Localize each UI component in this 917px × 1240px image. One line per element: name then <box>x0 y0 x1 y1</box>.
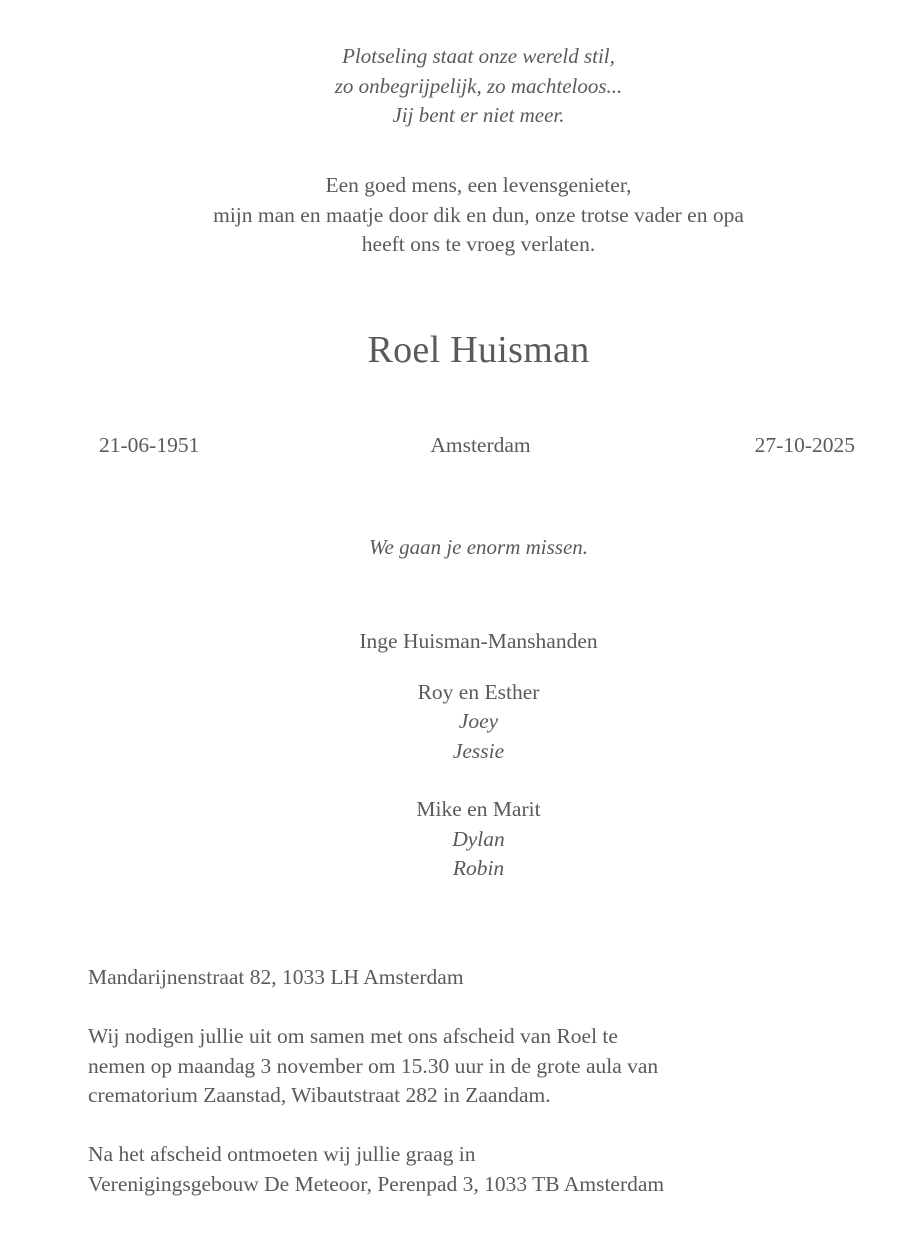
invitation-line: crematorium Zaanstad, Wibautstraat 282 in Zaandam. <box>88 1083 551 1107</box>
poem-line: Plotseling staat onze wereld stil, <box>342 44 615 68</box>
intro-line: heeft ons te vroeg verlaten. <box>361 232 596 256</box>
gathering-line: Na het afscheid ontmoeten wij jullie graag in <box>88 1142 476 1166</box>
address-line: Mandarijnenstraat 82, 1033 LH Amsterdam <box>88 965 464 989</box>
poem-line: zo onbegrijpelijk, zo machteloos... <box>334 73 623 98</box>
intro-line: mijn man en maatje door dik en dun, onze trotse vader en opa <box>213 202 744 227</box>
family-list <box>0 627 917 913</box>
grandchild-name: Dylan <box>452 826 505 851</box>
parents-names: Roy en Esther <box>417 679 540 704</box>
correspondence-address <box>88 963 888 993</box>
grandchild-name: Jessie <box>452 738 505 763</box>
gathering-info <box>88 1140 888 1199</box>
grandchild-name: Joey <box>458 709 499 733</box>
death-date: 27-10-2025 <box>754 433 855 457</box>
footer-info <box>88 963 888 1199</box>
place: Amsterdam <box>430 433 531 457</box>
birth-date: 21-06-1951 <box>99 433 200 457</box>
opening-poem <box>0 42 917 131</box>
parents-names: Mike en Marit <box>416 797 541 821</box>
family-group <box>0 678 917 767</box>
intro-text <box>0 171 917 260</box>
invitation-line: nemen op maandag 3 november om 15.30 uur in de grote aula van <box>88 1053 659 1078</box>
deceased-name: Roel Huisman <box>367 329 590 371</box>
poem-line: Jij bent er niet meer. <box>392 103 565 127</box>
grandchild-name: Robin <box>452 856 505 880</box>
intro-line: Een goed mens, een levensgenieter, <box>325 173 632 197</box>
farewell-invitation <box>88 1022 888 1111</box>
partner-name: Inge Huisman-Manshanden <box>359 629 598 653</box>
miss-line: We gaan je enorm missen. <box>368 535 589 559</box>
gathering-line: Verenigingsgebouw De Meteoor, Perenpad 3, 1033 TB Amsterdam <box>88 1171 665 1196</box>
invitation-line: Wij nodigen jullie uit om samen met ons afscheid van Roel te <box>88 1024 618 1048</box>
family-group <box>0 795 917 884</box>
